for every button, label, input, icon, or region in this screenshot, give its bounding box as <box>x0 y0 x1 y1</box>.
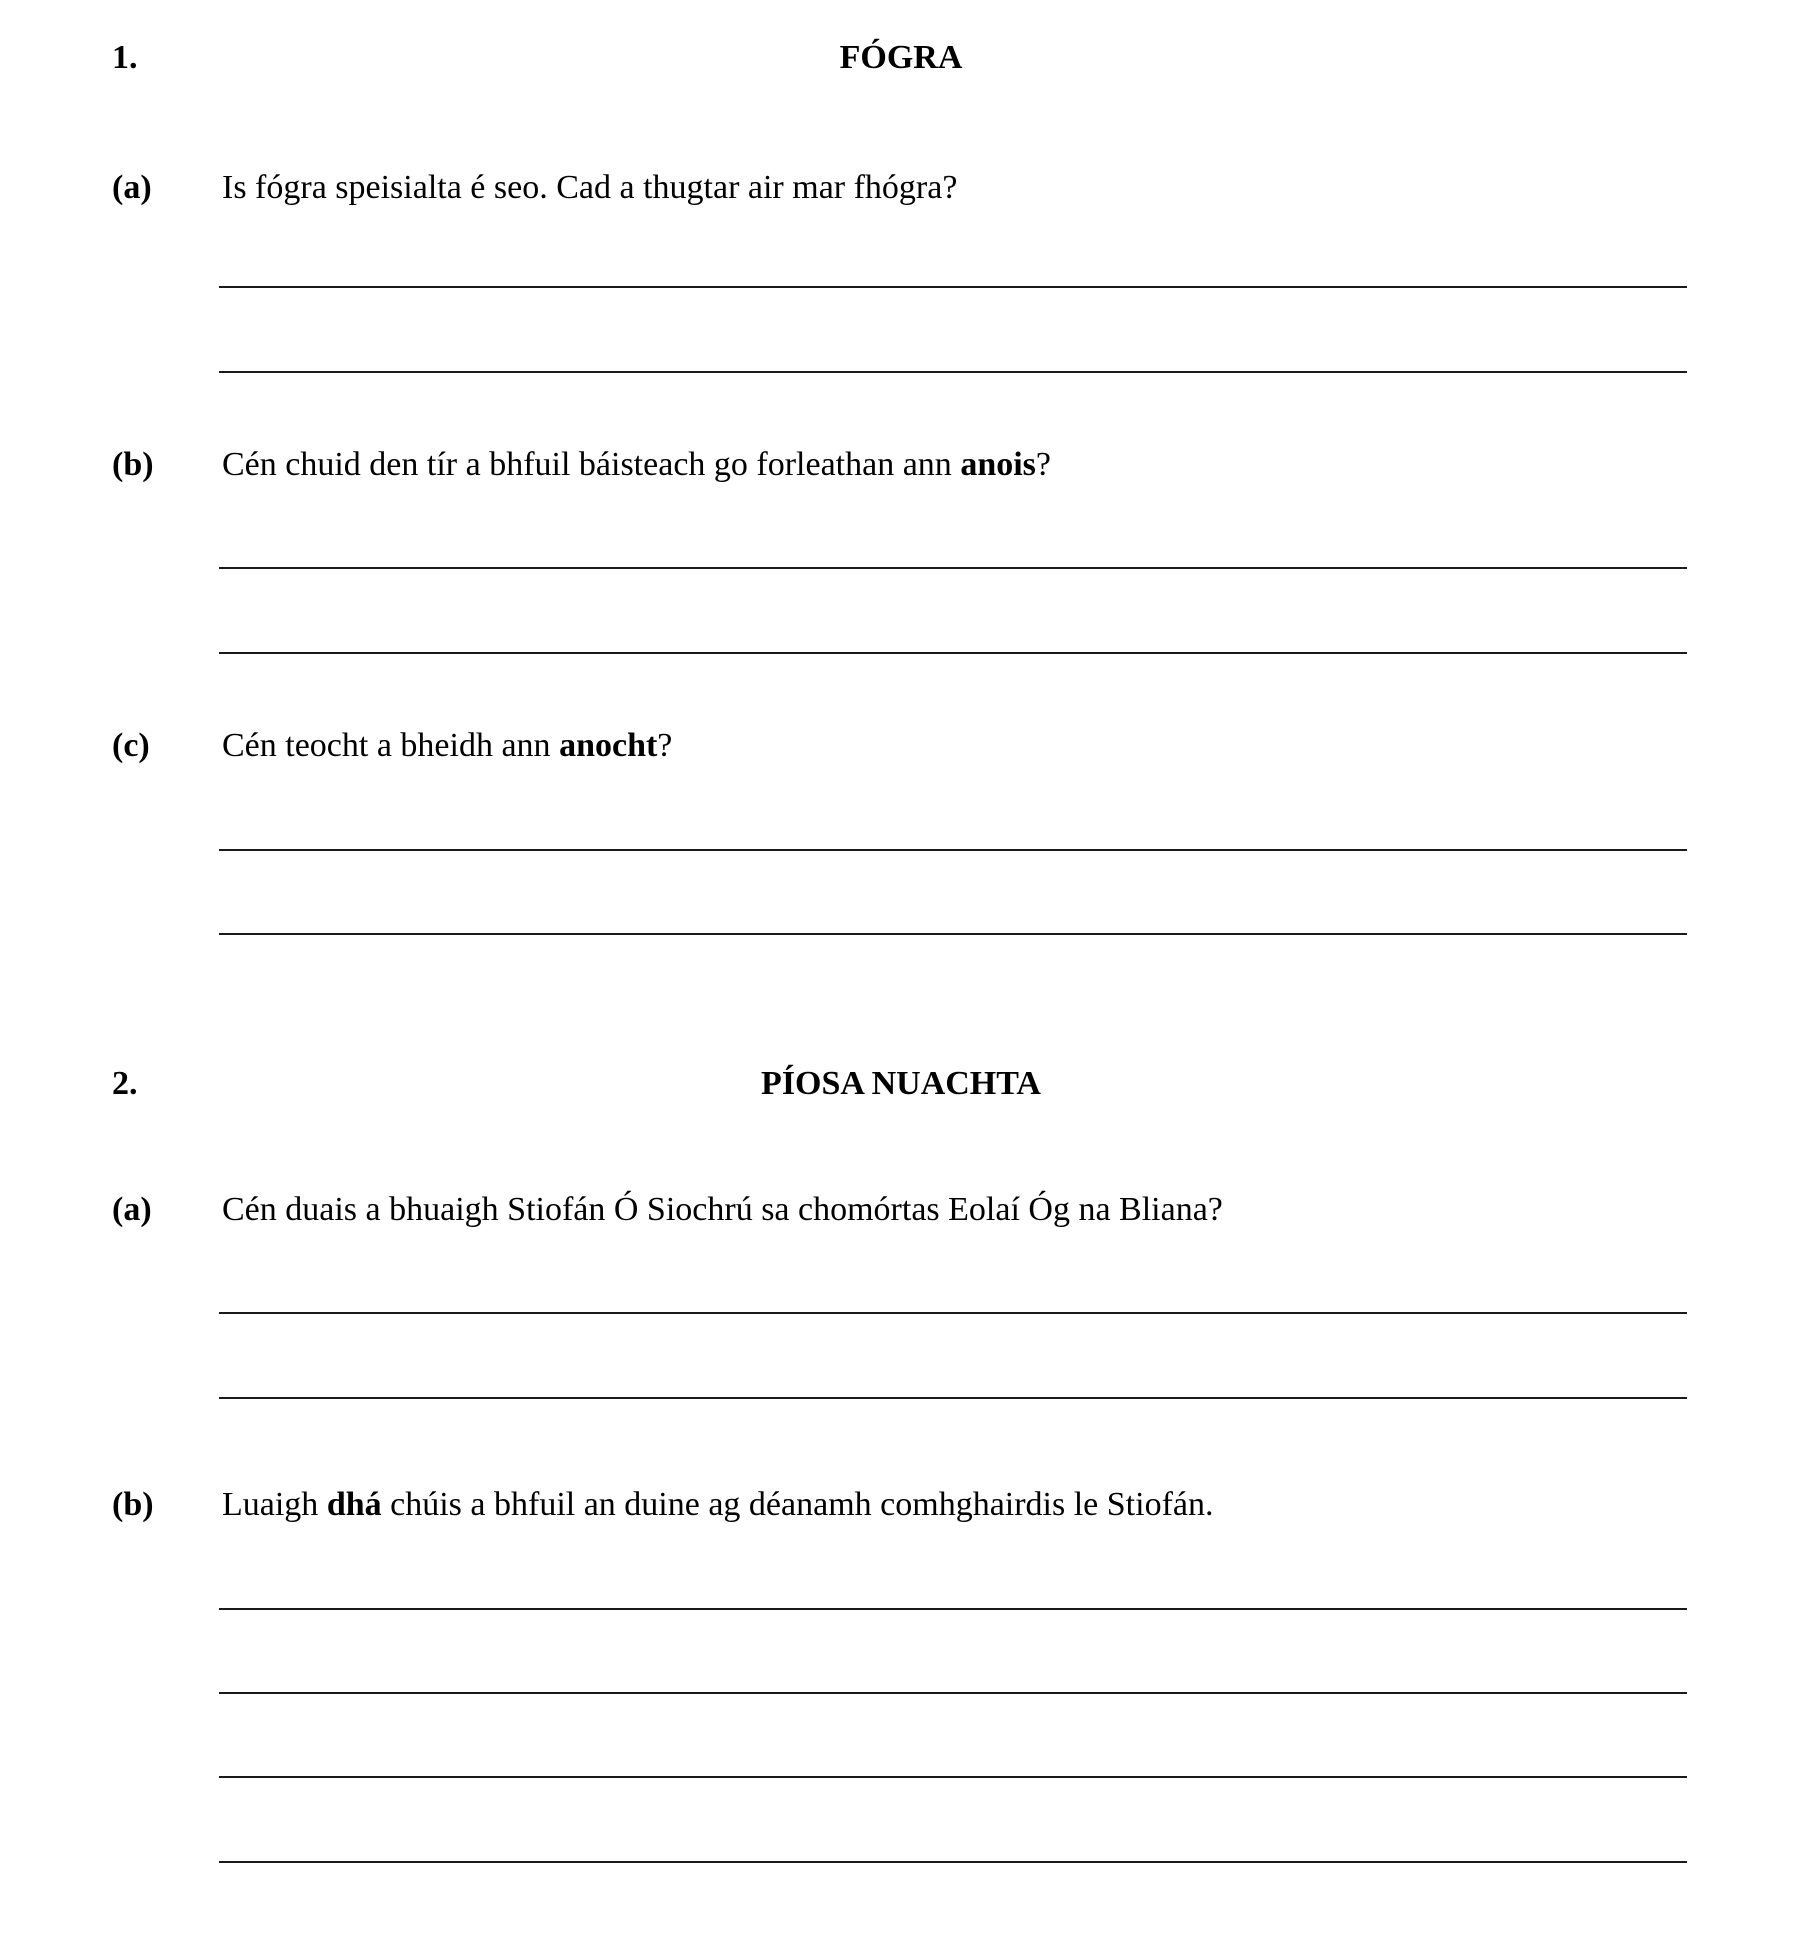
question-text <box>222 171 957 205</box>
answer-line[interactable] <box>219 567 1687 569</box>
answer-line[interactable] <box>219 371 1687 373</box>
answer-line[interactable] <box>219 1312 1687 1314</box>
answer-line[interactable] <box>219 1861 1687 1863</box>
section-title: PÍOSA NUACHTA <box>761 1065 1041 1102</box>
question-label: (a) <box>112 169 152 206</box>
question-text <box>222 448 1051 482</box>
answer-line[interactable] <box>219 933 1687 935</box>
emphasized-word: anocht <box>559 727 658 764</box>
question-text-part: Cén teocht a bheidh ann <box>222 727 560 764</box>
answer-line[interactable] <box>219 1692 1687 1694</box>
section-number: 2. <box>112 1065 138 1102</box>
question-label: (a) <box>112 1191 152 1228</box>
question-label: (c) <box>112 727 150 764</box>
answer-line[interactable] <box>219 1397 1687 1399</box>
question-text-part: Luaigh <box>222 1486 327 1523</box>
question-text-part: Cén chuid den tír a bhfuil báisteach go forleathan ann <box>222 446 961 483</box>
section-number: 1. <box>112 39 138 76</box>
emphasized-word: dhá <box>326 1486 382 1523</box>
answer-line[interactable] <box>219 849 1687 851</box>
question-text-part: Is fógra speisialta é seo. Cad a thugtar air mar fhógra? <box>222 169 958 206</box>
answer-line[interactable] <box>219 1776 1687 1778</box>
answer-line[interactable] <box>219 652 1687 654</box>
question-text-part: ? <box>1035 446 1051 483</box>
question-text-part: ? <box>657 727 673 764</box>
question-text <box>222 729 672 763</box>
question-label: (b) <box>112 1486 154 1523</box>
question-label: (b) <box>112 446 154 483</box>
question-text <box>222 1193 1223 1227</box>
answer-line[interactable] <box>219 286 1687 288</box>
section-title: FÓGRA <box>839 39 963 76</box>
question-text <box>222 1488 1213 1522</box>
emphasized-word: anois <box>960 446 1036 483</box>
question-text-part: chúis a bhfuil an duine ag déanamh comhghairdis le Stiofán. <box>381 1486 1214 1523</box>
question-text-part: Cén duais a bhuaigh Stiofán Ó Siochrú sa chomórtas Eolaí Óg na Bliana? <box>222 1191 1223 1228</box>
answer-line[interactable] <box>219 1608 1687 1610</box>
